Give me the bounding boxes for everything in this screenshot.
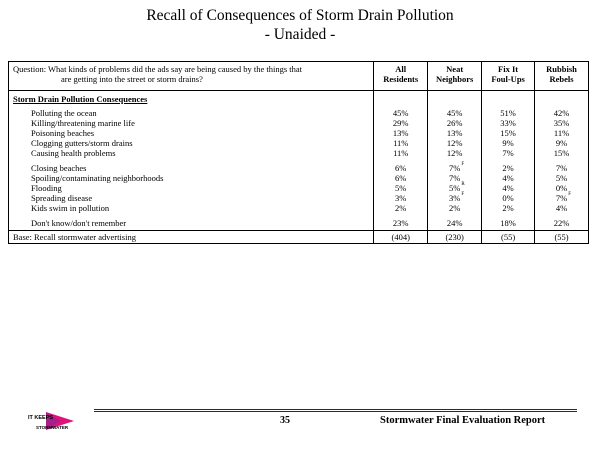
- page-subtitle: - Unaided -: [264, 26, 336, 43]
- table-row: [9, 148, 589, 158]
- cell-value: 12%: [428, 138, 482, 148]
- campaign-logo: [26, 410, 86, 432]
- page-number: 35: [280, 415, 290, 426]
- table-row: [9, 118, 589, 128]
- cell-value: 0%: [482, 193, 535, 203]
- cell-value: 45%: [374, 108, 428, 118]
- cell-value: 24%: [428, 218, 482, 228]
- logo-text-bottom: STORMWATER: [36, 425, 69, 430]
- cell-value: 51%: [482, 108, 535, 118]
- cell-value: 5%: [448, 183, 461, 193]
- question-text-line1: Question: What kinds of problems did the ads say are being caused by the things that: [13, 64, 303, 74]
- report-title: Stormwater Final Evaluation Report: [380, 415, 546, 426]
- cell-value: 4%: [482, 183, 535, 193]
- column-header-line1: All: [395, 64, 407, 74]
- category-row: [9, 91, 589, 109]
- cell-value: 42%: [535, 108, 589, 118]
- table-row: [9, 128, 589, 138]
- cell-value: 29%: [374, 118, 428, 128]
- row-label: Spreading disease: [9, 193, 374, 203]
- row-label: Flooding: [9, 183, 374, 193]
- cell-value: 35%: [535, 118, 589, 128]
- cell-value: 33%: [482, 118, 535, 128]
- table-row: [9, 108, 589, 118]
- cell-value: 11%: [374, 148, 428, 158]
- table-header-row: [9, 62, 589, 91]
- significance-flag: F: [461, 162, 465, 167]
- cell-value: 13%: [428, 128, 482, 138]
- row-label: Don't know/don't remember: [9, 218, 374, 228]
- significance-flag: F: [568, 192, 571, 197]
- cell-value: 9%: [482, 138, 535, 148]
- footer-divider: [94, 409, 577, 410]
- cell-value: 23%: [374, 218, 428, 228]
- results-table: [8, 61, 589, 244]
- footer-divider: [94, 411, 577, 412]
- cell-value: 13%: [374, 128, 428, 138]
- row-label: Spoiling/contaminating neighborhoods: [9, 173, 374, 183]
- category-heading: Storm Drain Pollution Consequences: [9, 91, 374, 109]
- table-row: [9, 163, 589, 173]
- table-row: [9, 203, 589, 213]
- cell-value: 7%: [448, 163, 461, 173]
- cell-value: 7%: [535, 163, 589, 173]
- base-row: [9, 231, 589, 244]
- row-label: Causing health problems: [9, 148, 374, 158]
- cell-value: 3%: [374, 193, 428, 203]
- cell-value: 7%: [482, 148, 535, 158]
- row-label: Kids swim in pollution: [9, 203, 374, 213]
- cell-value: 9%: [535, 138, 589, 148]
- column-header-line2: Rebels: [549, 74, 574, 84]
- base-value: (230): [428, 231, 482, 244]
- cell-value: 2%: [482, 163, 535, 173]
- row-label: Poisoning beaches: [9, 128, 374, 138]
- table-row: [9, 218, 589, 228]
- cell-value: 11%: [535, 128, 589, 138]
- table-row: [9, 173, 589, 183]
- logo-text-top: IT KEEPS: [28, 415, 54, 421]
- cell-value: 26%: [428, 118, 482, 128]
- column-header-line1: Rubbish: [546, 64, 577, 74]
- cell-value: 4%: [482, 173, 535, 183]
- column-header-neat-neighbors: [428, 62, 482, 91]
- cell-value: 45%: [428, 108, 482, 118]
- column-header-line2: Neighbors: [436, 74, 474, 84]
- base-value: (55): [482, 231, 535, 244]
- cell-value: 15%: [535, 148, 589, 158]
- table-row: [9, 183, 589, 193]
- row-label: Killing/threatening marine life: [9, 118, 374, 128]
- significance-flag: F: [461, 192, 465, 197]
- column-header-line2: Foul-Ups: [491, 74, 525, 84]
- column-header-all-residents: [374, 62, 428, 91]
- column-header-line1: Neat: [446, 64, 464, 74]
- column-header-rubbish-rebels: [535, 62, 589, 91]
- cell-value: 2%: [428, 203, 482, 213]
- cell-value: 0%: [535, 183, 589, 193]
- cell-value: 22%: [535, 218, 589, 228]
- cell-value: 6%: [374, 163, 428, 173]
- base-label: Base: Recall stormwater advertising: [9, 231, 374, 244]
- base-value: (404): [374, 231, 428, 244]
- row-label: Clogging gutters/storm drains: [9, 138, 374, 148]
- cell-value: 15%: [482, 128, 535, 138]
- column-header-fix-it-foul-ups: [482, 62, 535, 91]
- significance-flag: R: [461, 182, 465, 187]
- page-title: Recall of Consequences of Storm Drain Pollution: [146, 7, 454, 24]
- column-header-line1: Fix It: [498, 64, 519, 74]
- cell-value: 2%: [482, 203, 535, 213]
- cell-value-flagged: [428, 193, 482, 203]
- cell-value: 2%: [374, 203, 428, 213]
- table-row: [9, 138, 589, 148]
- cell-value: 12%: [428, 148, 482, 158]
- cell-value: 5%: [374, 183, 428, 193]
- cell-value-flagged: [535, 193, 589, 203]
- question-cell: [9, 62, 374, 91]
- cell-value: 11%: [374, 138, 428, 148]
- column-header-line2: Residents: [383, 74, 419, 84]
- cell-value-flagged: [428, 183, 482, 193]
- base-value: (55): [535, 231, 589, 244]
- cell-value-flagged: [428, 163, 482, 173]
- cell-value: 3%: [448, 193, 461, 203]
- cell-value: 7%: [428, 173, 482, 183]
- row-label: Polluting the ocean: [9, 108, 374, 118]
- cell-value: 18%: [482, 218, 535, 228]
- cell-value: 4%: [535, 203, 589, 213]
- question-text-line2: are getting into the street or storm drains?: [61, 74, 203, 84]
- cell-value: 7%: [555, 193, 568, 203]
- cell-value: 6%: [374, 173, 428, 183]
- cell-value: 5%: [535, 173, 589, 183]
- table-row: [9, 193, 589, 203]
- row-label: Closing beaches: [9, 163, 374, 173]
